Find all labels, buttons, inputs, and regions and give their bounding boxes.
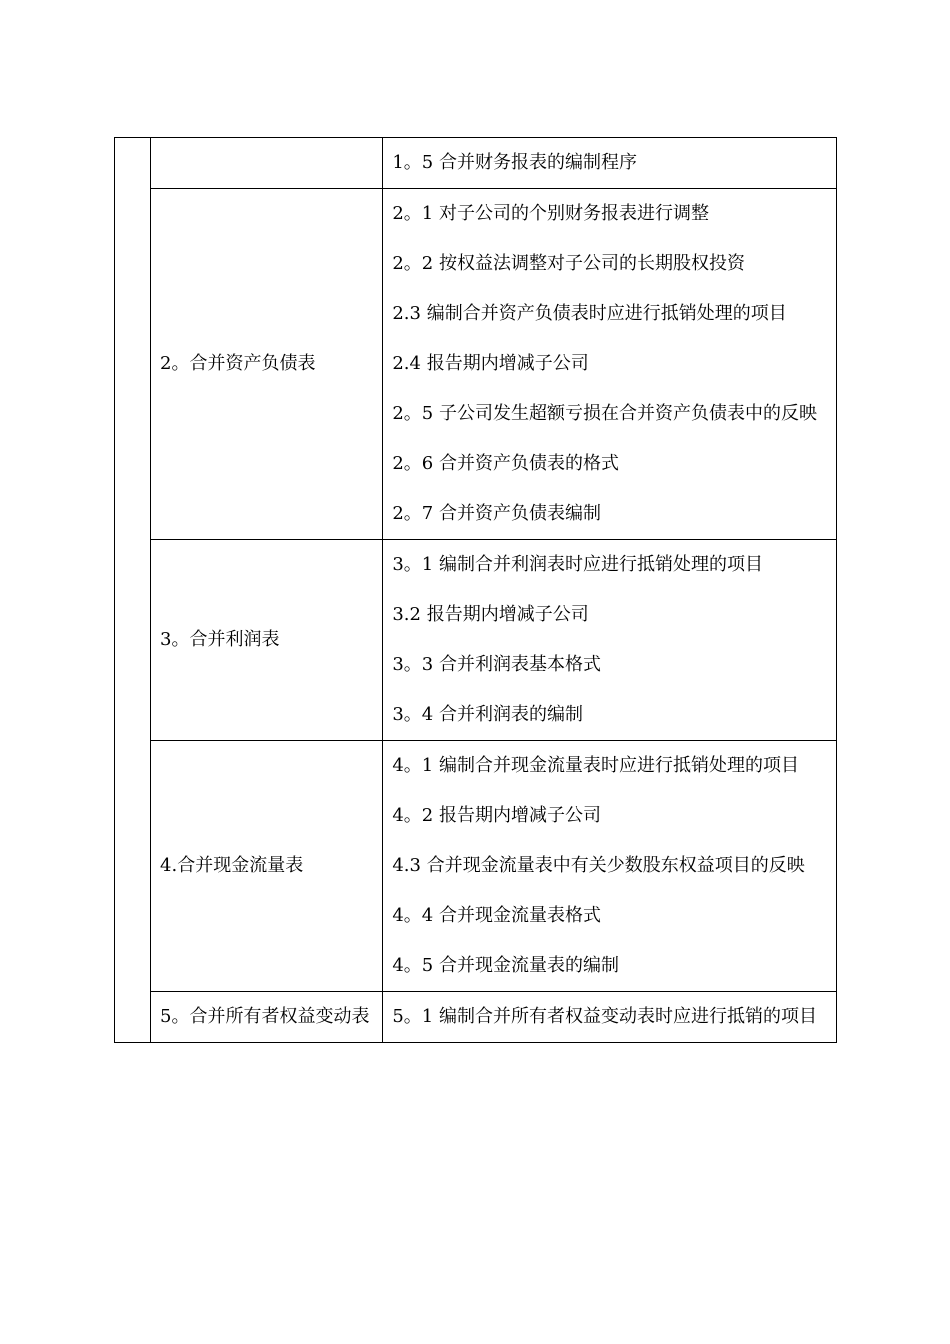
section-label: 3。合并利润表	[151, 540, 383, 741]
topic-item: 3。1 编制合并利润表时应进行抵销处理的项目	[392, 554, 763, 575]
section-label: 2。合并资产负债表	[151, 189, 383, 540]
topic-item: 4。1 编制合并现金流量表时应进行抵销处理的项目	[392, 755, 799, 776]
topic-item: 2。2 按权益法调整对子公司的长期股权投资	[392, 253, 745, 274]
topic-item: 2.3 编制合并资产负债表时应进行抵销处理的项目	[392, 303, 787, 324]
topic-item: 2。1 对子公司的个别财务报表进行调整	[392, 203, 709, 224]
topic-item: 2。7 合并资产负债表编制	[392, 503, 601, 524]
topic-item: 4。2 报告期内增减子公司	[392, 805, 601, 826]
topic-list	[383, 540, 837, 741]
table-row	[115, 540, 837, 741]
topic-item: 2.4 报告期内增减子公司	[392, 353, 589, 374]
topic-item: 4。5 合并现金流量表的编制	[392, 955, 619, 976]
section-label: 5。合并所有者权益变动表	[151, 992, 383, 1043]
topic-item: 2。6 合并资产负债表的格式	[392, 453, 619, 474]
topic-list	[383, 741, 837, 992]
topic-item: 3。3 合并利润表基本格式	[392, 654, 601, 675]
table-row	[115, 189, 837, 540]
topic-list	[383, 189, 837, 540]
topic-item: 3.2 报告期内增减子公司	[392, 604, 589, 625]
table-row	[115, 992, 837, 1043]
topic-list	[383, 138, 837, 189]
section-label: 4.合并现金流量表	[151, 741, 383, 992]
topic-item: 2。5 子公司发生超额亏损在合并资产负债表中的反映	[392, 403, 817, 424]
table-row	[115, 138, 837, 189]
blank-margin-cell	[115, 138, 151, 1043]
topic-list	[383, 992, 837, 1043]
topic-item: 1。5 合并财务报表的编制程序	[392, 152, 637, 173]
section-label	[151, 138, 383, 189]
table-row	[115, 741, 837, 992]
topic-item: 5。1 编制合并所有者权益变动表时应进行抵销的项目	[392, 1006, 817, 1027]
topic-item: 3。4 合并利润表的编制	[392, 704, 583, 725]
topic-item: 4。4 合并现金流量表格式	[392, 905, 601, 926]
outline-table	[114, 137, 837, 1043]
topic-item: 4.3 合并现金流量表中有关少数股东权益项目的反映	[392, 855, 805, 876]
